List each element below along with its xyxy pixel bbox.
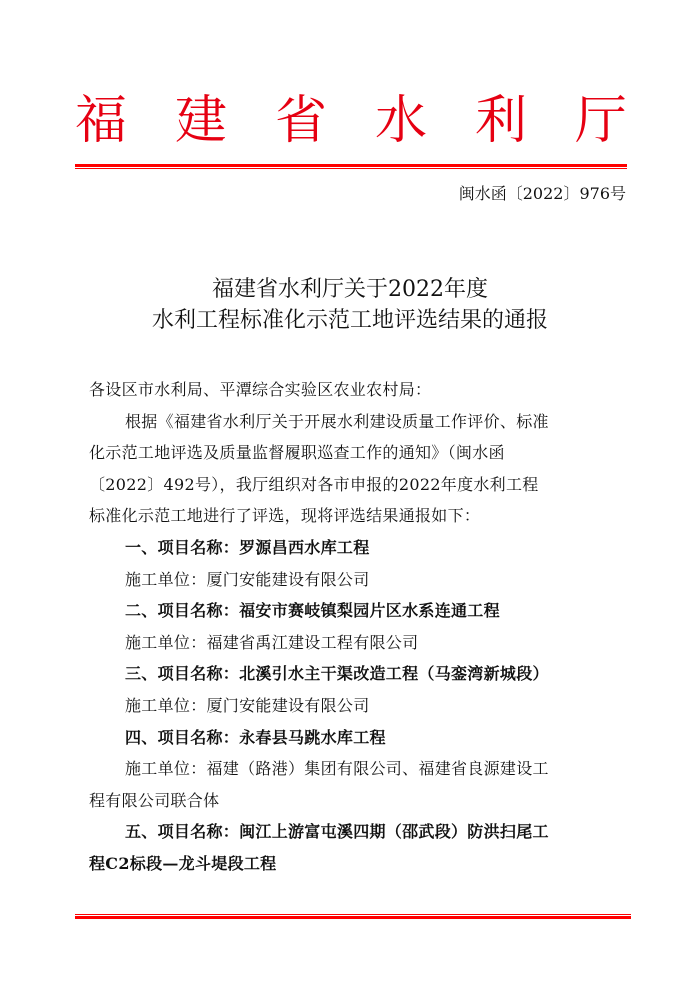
masthead-char: 福 (75, 91, 128, 151)
masthead-char: 水 (374, 91, 427, 151)
project-contractor: 施工单位：厦门安能建设有限公司 (125, 569, 370, 589)
masthead-char: 厅 (574, 91, 627, 151)
project-heading: 一、项目名称：罗源昌西水库工程 (125, 537, 370, 557)
masthead-char: 省 (274, 91, 327, 151)
masthead-title (75, 85, 627, 157)
project-contractor: 施工单位：福建省禹江建设工程有限公司 (125, 632, 419, 652)
project-heading: 二、项目名称：福安市赛岐镇梨园片区水系连通工程 (125, 601, 500, 621)
project-contractor: 程有限公司联合体 (89, 790, 220, 810)
title-line-2: 水利工程标准化示范工地评选结果的通报 (151, 308, 548, 333)
document-title (0, 274, 700, 336)
masthead-char: 建 (174, 91, 227, 151)
project-contractor: 施工单位：厦门安能建设有限公司 (125, 695, 370, 715)
footer-divider (75, 914, 631, 919)
recipients: 各设区市水利局、平潭综合实验区农业农村局： (89, 380, 432, 399)
document-body (89, 374, 609, 880)
project-heading: 四、项目名称：永春县马跳水库工程 (125, 727, 386, 747)
intro-line: 〔2022〕492号），我厅组织对各市申报的2022年度水利工程 (89, 474, 539, 494)
intro-line: 化示范工地评选及质量监督履职巡查工作的通知》（闽水函 (89, 443, 505, 463)
project-contractor: 施工单位：福建（路港）集团有限公司、福建省良源建设工 (125, 759, 549, 779)
document-number: 闽水函〔2022〕976号 (458, 184, 626, 203)
masthead-char: 利 (474, 91, 527, 151)
title-line-1: 福建省水利厅关于2022年度 (212, 277, 488, 302)
intro-line: 标准化示范工地进行了评选，现将评选结果通报如下： (89, 506, 481, 526)
project-heading: 三、项目名称：北溪引水主干渠改造工程（马銮湾新城段） (125, 664, 549, 684)
intro-line: 根据《福建省水利厅关于开展水利建设质量工作评价、标准 (125, 411, 549, 431)
project-heading: 五、项目名称：闽江上游富屯溪四期（邵武段）防洪扫尾工 (125, 822, 549, 842)
project-heading: 程C2标段—龙斗堤段工程 (89, 853, 277, 873)
masthead-divider (75, 164, 627, 169)
